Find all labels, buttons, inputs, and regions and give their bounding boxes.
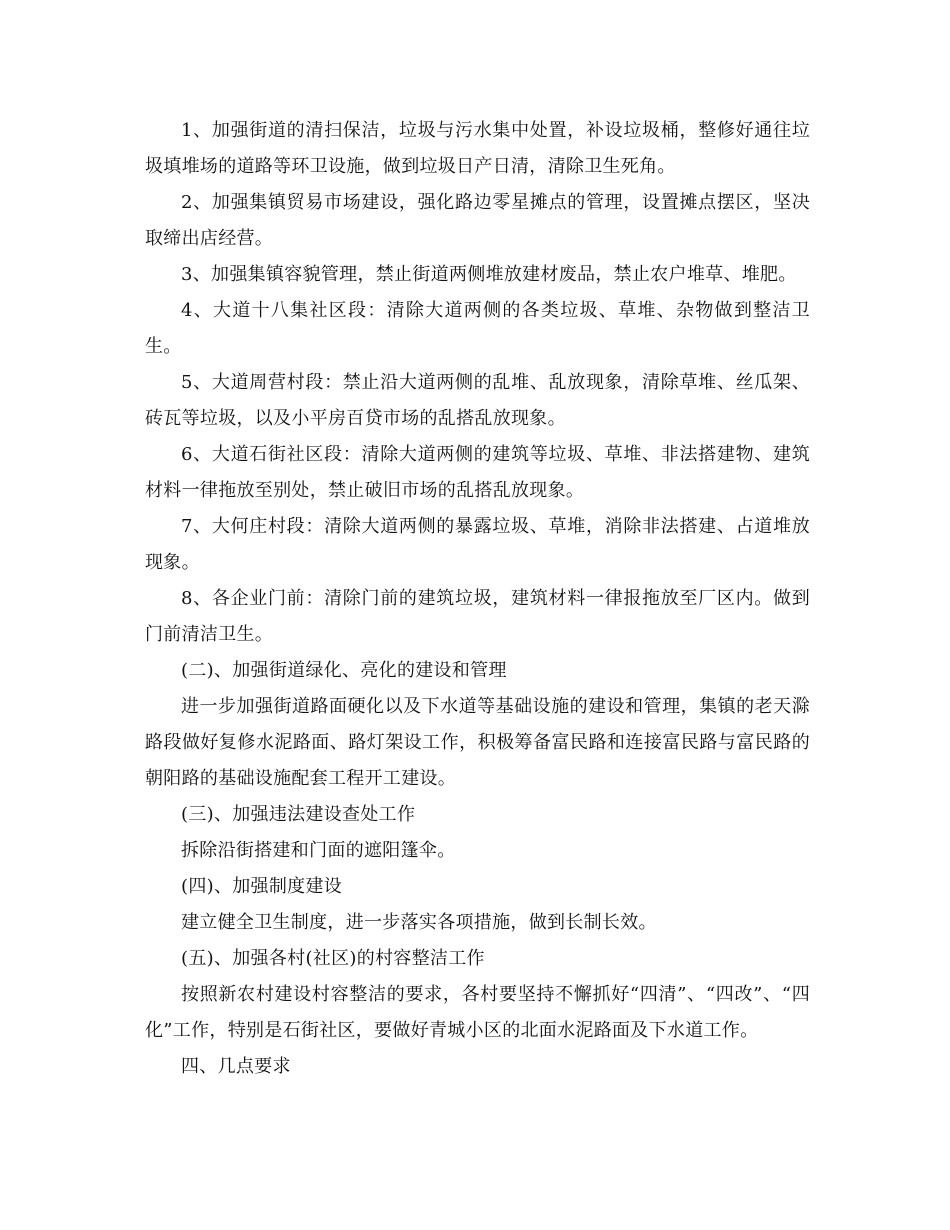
paragraph-item-8: 8、各企业门前：清除门前的建筑垃圾，建筑材料一律报拖放至厂区内。做到门前清洁卫生。 xyxy=(145,588,810,645)
section-heading-greening: (二)、加强街道绿化、亮化的建设和管理 xyxy=(181,660,507,681)
section-heading-illegal-construction: (三)、加强违法建设查处工作 xyxy=(181,804,416,825)
paragraph-item-2: 2、加强集镇贸易市场建设，强化路边零星摊点的管理，设置摊点摆区，坚决取缔出店经营。 xyxy=(145,192,810,249)
paragraph-item-7: 7、大何庄村段：清除大道两侧的暴露垃圾、草堆，消除非法搭建、占道堆放现象。 xyxy=(145,516,810,573)
section-heading-system-building: (四)、加强制度建设 xyxy=(181,876,343,897)
paragraph-item-3: 3、加强集镇容貌管理，禁止街道两侧堆放建材废品，禁止农户堆草、堆肥。 xyxy=(181,264,797,285)
section-heading-requirements: 四、几点要求 xyxy=(181,1056,291,1077)
paragraph-infrastructure: 进一步加强街道路面硬化以及下水道等基础设施的建设和管理，集镇的老天滁路段做好复修水泥路面、路灯架设工作，积极筹备富民路和连接富民路与富民路的朝阳路的基础设施配套工程开工建设。 xyxy=(145,696,810,789)
section-heading-village-cleanliness: (五)、加强各村(社区)的村容整洁工作 xyxy=(181,948,485,969)
paragraph-item-4: 4、大道十八集社区段：清除大道两侧的各类垃圾、草堆、杂物做到整洁卫生。 xyxy=(145,300,810,357)
paragraph-item-1: 1、加强街道的清扫保洁，垃圾与污水集中处置，补设垃圾桶，整修好通往垃圾填堆场的道路等环卫设施，做到垃圾日产日清，清除卫生死角。 xyxy=(145,120,810,177)
paragraph-demolition: 拆除沿街搭建和门面的遮阳篷伞。 xyxy=(181,840,456,861)
paragraph-village-requirements: 按照新农村建设村容整洁的要求，各村要坚持不懈抓好“四清”、“四改”、“四化”工作，特别是石街社区，要做好青城小区的北面水泥路面及下水道工作。 xyxy=(145,984,810,1041)
paragraph-item-5: 5、大道周营村段：禁止沿大道两侧的乱堆、乱放现象，清除草堆、丝瓜架、砖瓦等垃圾，以及小平房百贷市场的乱搭乱放现象。 xyxy=(145,372,810,429)
document-body xyxy=(145,113,810,1085)
paragraph-hygiene-system: 建立健全卫生制度，进一步落实各项措施，做到长制长效。 xyxy=(181,912,657,933)
paragraph-item-6: 6、大道石街社区段：清除大道两侧的建筑等垃圾、草堆、非法搭建物、建筑材料一律拖放至别处，禁止破旧市场的乱搭乱放现象。 xyxy=(145,444,810,501)
